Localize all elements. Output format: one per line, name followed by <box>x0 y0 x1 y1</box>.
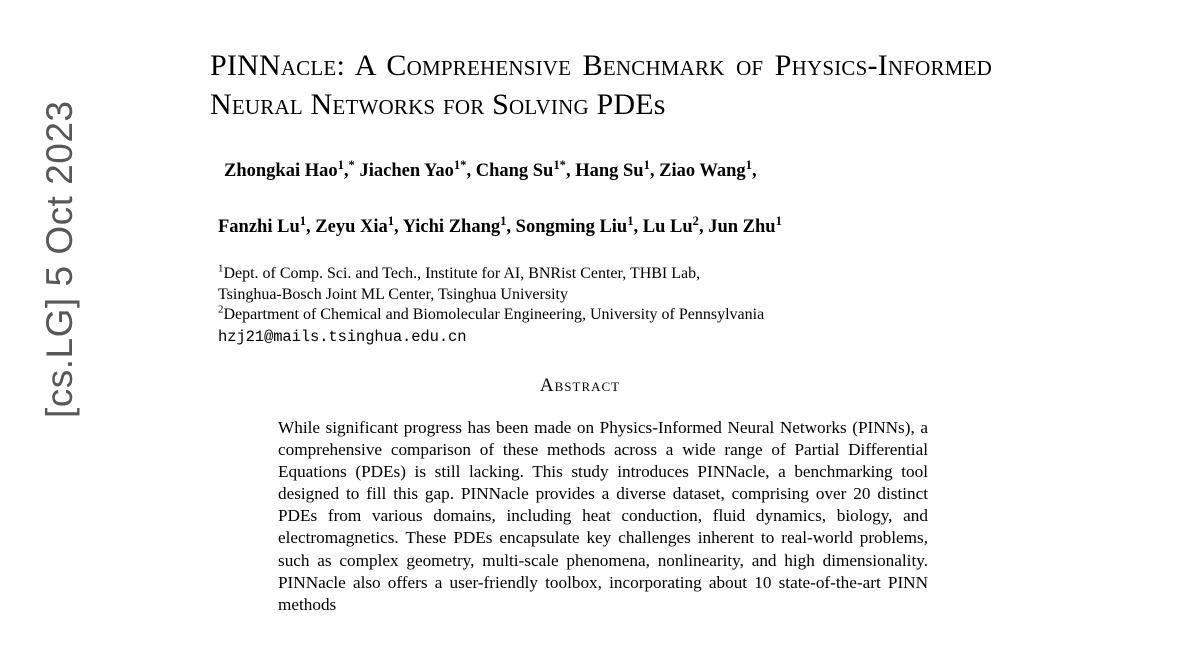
affiliation-1-line-1: Dept. of Comp. Sci. and Tech., Institute for AI, BNRist Center, THBI Lab, <box>223 265 701 282</box>
abstract-text: While significant progress has been made on Physics-Informed Neural Networks (PINNs), a comprehensive comparison of these methods across a wide range of Partial Differential Equations (PDEs) is still lacking. This study introduces PINNacle, a benchmarking tool designed to fill this gap. PINNacle provides a diverse dataset, comprising over 20 distinct PDEs from various domains, including heat conduction, fluid dynamics, biology, and electromagnetics. These PDEs encapsulate key challenges inherent to real-world problems, such as complex geometry, multi-scale phenomena, nonlinearity, and high dimensionality. PINNacle also offers a user-friendly toolbox, incorporating about 10 state-of-the-art PINN methods <box>278 418 928 614</box>
affiliation-2-line-1: Department of Chemical and Biomolecular Engineering, University of Pennsylvania <box>223 306 765 323</box>
arxiv-vertical-stamp: [cs.LG] 5 Oct 2023 <box>39 100 80 418</box>
author-line-1 <box>224 158 992 184</box>
author-list <box>210 158 992 240</box>
page-title-text-1: PINN <box>210 49 281 82</box>
affiliation-1 <box>218 264 978 285</box>
page-title-text-3: PDE <box>596 88 654 121</box>
abstract-heading: Abstract <box>539 375 621 396</box>
paper-page <box>210 0 1000 648</box>
author-line-2 <box>218 214 992 240</box>
page-title-text-4: s <box>653 88 666 121</box>
affiliation-2-marker: 2 <box>218 303 224 316</box>
affiliation-1-marker: 1 <box>218 262 224 275</box>
affiliation-1-line-2: Tsinghua-Bosch Joint ML Center, Tsinghua University <box>218 285 568 303</box>
page-title-text-2: acle: A Comprehensive Benchmark of Physics-Informed Neural Networks for Solving <box>210 49 992 121</box>
contact-email[interactable]: hzj21@mails.tsinghua.edu.cn <box>218 327 467 346</box>
page-title <box>210 46 992 124</box>
affiliation-2 <box>218 305 978 326</box>
author-line-1-text: Zhongkai Hao$^1$,* Jiachen Yao$^{1*}$, Chang $Su^{1*}$, Hang Su$^1$, Ziao Wang$^1$, <box>224 157 757 181</box>
author-line-2-text: Fanzhi Lu$^1$, Zeyu Xia$^1$, Yichi Zhang$^1$, Songming Liu$^1$, Lu Lu$^2$, Jun Zhu$^1$ <box>218 213 782 237</box>
affiliations <box>218 264 978 347</box>
